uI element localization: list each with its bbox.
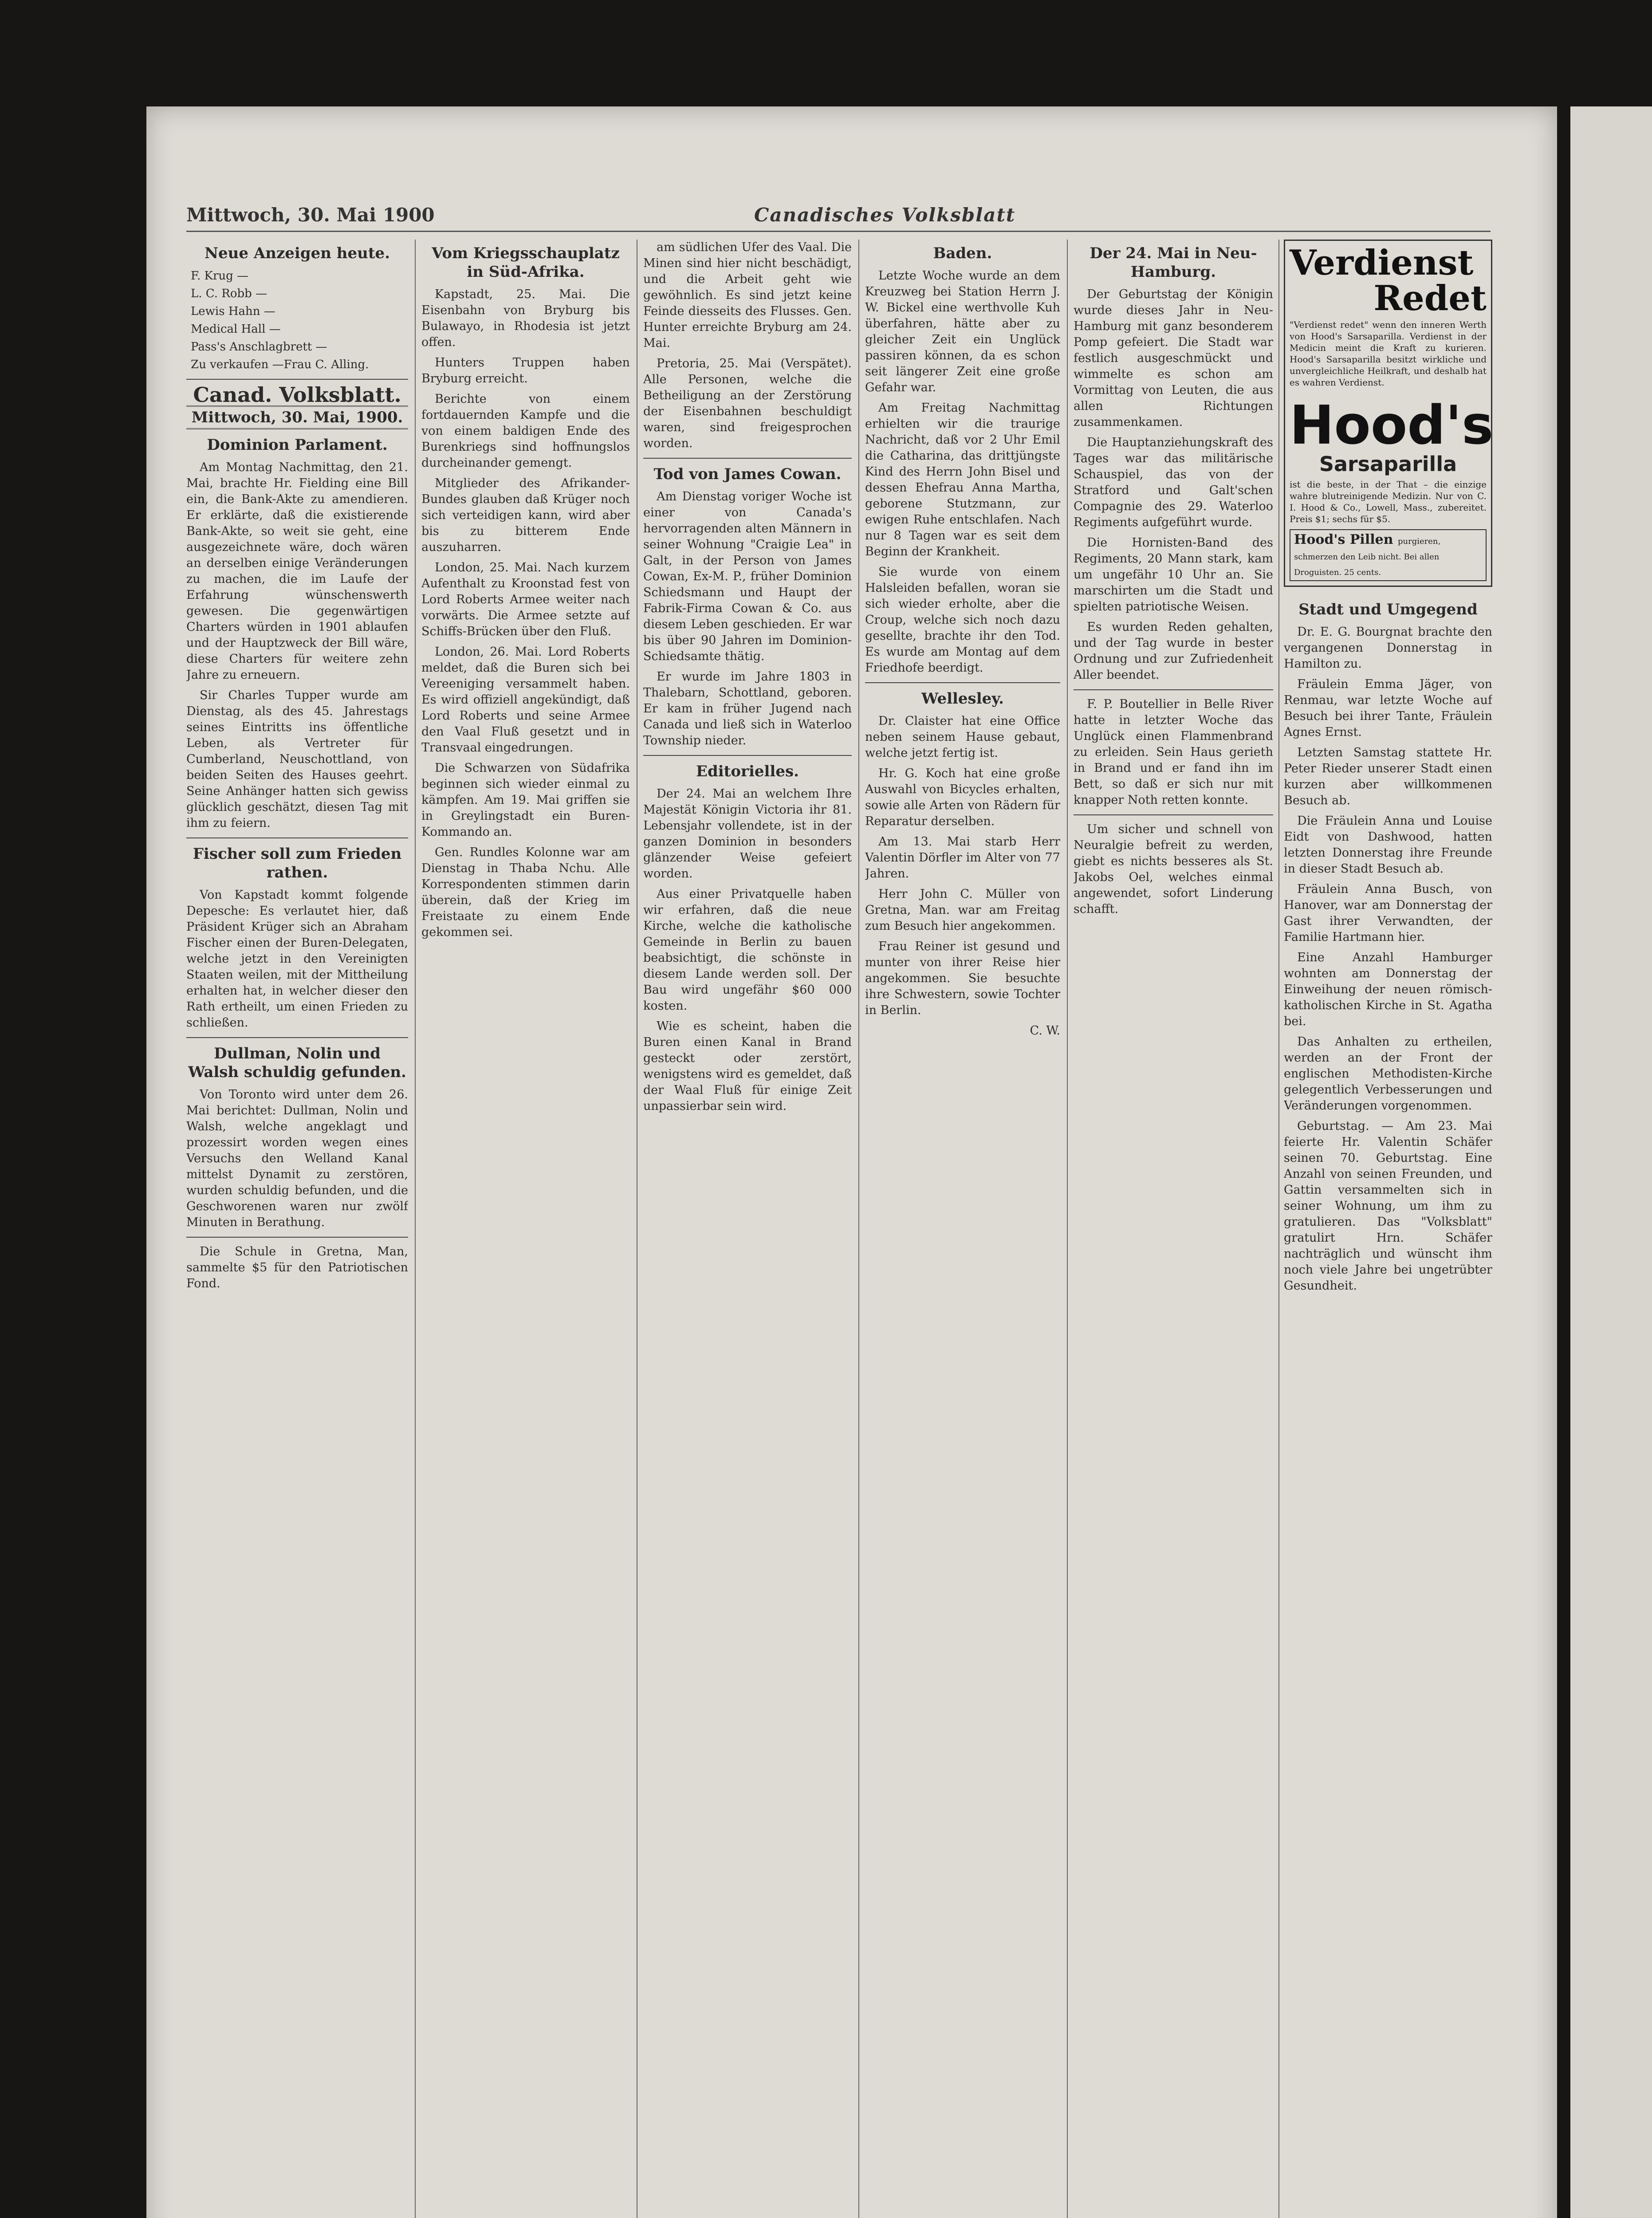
article-text: F. P. Boutellier in Belle River hatte in letzter Woche das Unglück einen Flammenbrand zu erleiden. Sein Haus gerieth in Brand und er fand ihn im Bett, so daß er sich nur mit knapper Noth retten konnte. xyxy=(1074,697,1273,807)
article-text: Berichte von einem fortdauernden Kampfe und die von einem baldigen Ende des Burenkriegs sind hoffnungslos durcheinander gemengt. xyxy=(421,392,630,470)
adjacent-page-edge xyxy=(1570,106,1652,2218)
article-text: Die Hauptanziehungskraft des Tages war das militärische Schauspiel, das von der Stratford und Galt'schen Compagnie des 29. Waterloo Regiments aufgeführt wurde. xyxy=(1074,436,1273,529)
article-text: Letzte Woche wurde an dem Kreuzweg bei Station Herrn J. W. Bickel eine werthvolle Kuh überfahren, hätte aber zu gleicher Zeit ein Unglück passiren können, da es schon seit längerer Zeit eine große Gefahr war. xyxy=(865,269,1060,394)
article-text: Die Schwarzen von Südafrika beginnen sich wieder einmal zu kämpfen. Am 19. Mai griffen sie in Greylingstadt ein Buren-Kommando an. xyxy=(421,761,630,839)
notice-item: F. Krug — xyxy=(191,269,249,283)
article-text: Aus einer Privatquelle haben wir erfahren, daß die neue Kirche, welche die katholische Gemeinde in Berlin zu bauen beabsichtigt, die schönste in diesem Lande werden soll. Der Bau wird ungefähr $60 000 kosten. xyxy=(643,887,852,1013)
divider xyxy=(186,379,408,380)
article-text: London, 26. Mai. Lord Roberts meldet, daß die Buren sich bei Vereeniging versammelt haben. Es wird offiziell angekündigt, daß Lord Roberts und seine Armee den Vaal Fluß gesetzt und in Transvaal eingedrungen. xyxy=(421,645,630,755)
ad-pills-text: purgieren, schmerzen den Leib nicht. Bei allen Droguisten. 25 cents. xyxy=(1294,537,1441,577)
column-rule xyxy=(858,240,859,2218)
ad-headline-1: Verdienst xyxy=(1290,243,1474,283)
article-text: Letzten Samstag stattete Hr. Peter Rieder unserer Stadt einen kurzen aber willkommenen Besuch ab. xyxy=(1284,746,1492,807)
article-text: Frau Reiner ist gesund und munter von ihrer Reise hier angekommen. Sie besuchte ihre Schwestern, sowie Tochter in Berlin. xyxy=(865,940,1060,1017)
article-heading: Vom Kriegsschauplatz in Süd-Afrika. xyxy=(432,244,620,281)
article-text: Am Freitag Nachmittag erhielten wir die traurige Nachricht, daß vor 2 Uhr Emil die Catharina, das drittjüngste Kind des Herrn John Bisel und dessen Ehefrau Anna Martha, geborene Stutzmann, zur ewigen Ruhe entschlafen. Nach nur 8 Tagen war es seit dem Beginn der Krankheit. xyxy=(865,401,1060,558)
notice-item: Zu verkaufen —Frau C. Alling. xyxy=(191,358,369,371)
column-4 xyxy=(865,240,1060,2218)
article-text: Geburtstag. — Am 23. Mai feierte Hr. Valentin Schäfer seinen 70. Geburtstag. Eine Anzahl von seinen Freunden, und Gattin versammelten sich in seiner Wohnung, um ihm zu gratulieren. Das "Volksblatt" gratulirt Hrn. Schäfer nachträglich und wünscht ihm noch viele Jahre bei ungetrübter Gesundheit. xyxy=(1284,1119,1492,1293)
article-text: Am Montag Nachmittag, den 21. Mai, brachte Hr. Fielding eine Bill ein, die Bank-Akte zu amendieren. Er erklärte, daß die existierende Bank-Akte, so weit sie geht, eine ausgezeichnete wäre, doch wären an derselben einige Veränderungen zu machen, die im Laufe der Erfahrung wünschenswerth gewesen. Die gegenwärtigen Charters würden in 1901 ablaufen und der Hauptzweck der Bill wäre, diese Charters für weitere zehn Jahre zu erneuern. xyxy=(186,460,408,682)
masthead-date: Mittwoch, 30. Mai, 1900. xyxy=(186,405,408,429)
notice-item: Pass's Anschlagbrett — xyxy=(191,340,327,354)
divider xyxy=(1074,689,1273,690)
header-title: Canadisches Volksblatt xyxy=(754,204,1016,226)
article-text: Dr. E. G. Bourgnat brachte den vergangenen Donnerstag in Hamilton zu. xyxy=(1284,625,1492,671)
column-6 xyxy=(1284,240,1492,1927)
article-text: Von Kapstadt kommt folgende Depesche: Es verlautet hier, daß Präsident Krüger sich an Abraham Fischer einen der Buren-Delegaten, welche jetzt in den Vereinigten Staaten weilen, mit der Mittheilung erhalten hat, in welcher dieser den Rath ertheilt, um einen Frieden zu schließen. xyxy=(186,888,408,1030)
article-heading: Editorielles. xyxy=(696,763,799,780)
article-heading: Wellesley. xyxy=(921,690,1004,708)
article-text: Hr. G. Koch hat eine große Auswahl von Bicycles erhalten, sowie alle Arten von Rädern für Reparatur derselben. xyxy=(865,767,1060,828)
article-text: Sie wurde von einem Halsleiden befallen, woran sie sich wieder erholte, aber die Croup, welche sich noch dazu gesellte, brachte ihr den Tod. Es wurde am Montag auf dem Friedhofe beerdigt. xyxy=(865,565,1060,675)
divider xyxy=(186,1237,408,1238)
article-text: Das Anhalten zu ertheilen, werden an der Front der englischen Methodisten-Kirche gelegentlich Verbesserungen und Veränderungen vorgenommen. xyxy=(1284,1035,1492,1113)
article-text: Kapstadt, 25. Mai. Die Eisenbahn von Bryburg bis Bulawayo, in Rhodesia ist jetzt offen. xyxy=(421,287,630,349)
ad-copy: ist die beste, in der That – die einzige wahre blutreinigende Medizin. Nur von C. I. Hood & Co., Lowell, Mass., zubereitet. Preis $1; sechs für $5. xyxy=(1290,479,1487,524)
article-text: London, 25. Mai. Nach kurzem Aufenthalt zu Kroonstad fest von Lord Roberts Armee weiter nach vorwärts. Die Armee setzte auf Schiffs-Brücken über den Fluß. xyxy=(421,561,630,638)
ad-brand: Hood's xyxy=(1290,395,1494,456)
article-heading: Baden. xyxy=(933,244,992,262)
ad-product: Sarsaparilla xyxy=(1319,452,1457,476)
article-heading: Stadt und Umgegend xyxy=(1298,601,1478,618)
divider xyxy=(643,755,852,756)
ad-pills xyxy=(1290,529,1487,581)
article-text: Dr. Claister hat eine Office neben seinem Hause gebaut, welche jetzt fertig ist. xyxy=(865,714,1060,760)
divider xyxy=(865,682,1060,683)
article-heading: Tod von James Cowan. xyxy=(653,465,842,483)
divider xyxy=(1074,814,1273,815)
notice-item: Medical Hall — xyxy=(191,322,281,336)
article-text: Der 24. Mai an welchem Ihre Majestät Königin Victoria ihr 81. Lebensjahr vollendete, ist in der ganzen Dominion in besonders glänzender Weise gefeiert worden. xyxy=(643,787,852,881)
newspaper-page xyxy=(146,106,1557,2218)
article-heading: Dullman, Nolin und Walsh schuldig gefunden. xyxy=(188,1045,406,1081)
article-text: Am Dienstag voriger Woche ist einer von Canada's hervorragenden alten Männern in seiner Wohnung "Craigie Lea" in Galt, in der Person von James Cowan, Ex-M. P., früher Dominion Schiedsmann und Haupt der Fabrik-Firma Cowan & Co. aus diesem Leben geschieden. Er war bis über 90 Jahren im Dominion-Schiedsamte thätig. xyxy=(643,490,852,663)
column-rule xyxy=(1278,240,1279,2218)
article-text: Die Hornisten-Band des Regiments, 20 Mann stark, kam um ungefähr 10 Uhr an. Sie marschirten um die Stadt und spielten patriotische Weisen. xyxy=(1074,536,1273,613)
article-text: Wie es scheint, haben die Buren einen Kanal in Brand gesteckt oder zerstört, wenigstens wird es gemeldet, daß der Waal Fluß für einige Zeit unpassierbar sein wird. xyxy=(643,1019,852,1113)
article-heading: Fischer soll zum Frieden rathen. xyxy=(193,845,402,881)
divider xyxy=(186,1037,408,1038)
notices-title: Neue Anzeigen heute. xyxy=(204,244,390,262)
article-text: Der Geburtstag der Königin wurde dieses Jahr in Neu-Hamburg mit ganz besonderem Pomp gefeiert. Die Stadt war festlich ausgeschmückt und wimmelte es schon am Vormittag von Leuten, die aus allen Richtungen zusammenkamen. xyxy=(1074,287,1273,429)
article-text: Um sicher und schnell von Neuralgie befreit zu werden, giebt es nichts besseres als St. Jakobs Oel, welches einmal angewendet, sofort Linderung schafft. xyxy=(1074,822,1273,916)
article-text: Hunters Truppen haben Bryburg erreicht. xyxy=(421,356,630,385)
page-header xyxy=(186,204,1491,232)
article-text: Die Fräulein Anna und Louise Eidt von Dashwood, hatten letzten Donnerstag ihre Freunde in dieser Stadt Besuch ab. xyxy=(1284,814,1492,876)
local-news xyxy=(1284,596,1492,1927)
notice-item: L. C. Robb — xyxy=(191,287,267,300)
article-text: Herr John C. Müller von Gretna, Man. war am Freitag zum Besuch hier angekommen. xyxy=(865,887,1060,933)
column-2 xyxy=(421,240,630,2218)
article-text: Mitglieder des Afrikander-Bundes glauben daß Krüger noch sich verteidigen kann, wird aber bis zu bitterem Ende auszuharren. xyxy=(421,476,630,554)
article-text: Pretoria, 25. Mai (Verspätet). Alle Personen, welche die Betheiligung an der Zerstörung der Eisenbahnen beschuldigt waren, sind freigesprochen worden. xyxy=(643,357,852,450)
article-heading: Der 24. Mai in Neu-Hamburg. xyxy=(1090,244,1257,281)
article-text: Die Schule in Gretna, Man, sammelte $5 für den Patriotischen Fond. xyxy=(186,1245,408,1290)
article-heading: Dominion Parlament. xyxy=(207,436,388,454)
article-text: Am 13. Mai starb Herr Valentin Dörfler im Alter von 77 Jahren. xyxy=(865,835,1060,881)
article-signature: C. W. xyxy=(1030,1024,1060,1038)
ad-copy: "Verdienst redet" wenn den inneren Werth von Hood's Sarsaparilla. Verdienst in der Medicin meint die Kraft zu kurieren. Hood's Sarsaparilla besitzt wirkliche und unvergleichliche Heilkraft, und deshalb hat es wahren Verdienst. xyxy=(1290,319,1487,388)
column-1 xyxy=(186,240,408,2218)
article-text: Von Toronto wird unter dem 26. Mai berichtet: Dullman, Nolin und Walsh, welche angeklagt und prozessirt worden wegen eines Versuchs den Welland Kanal mittelst Dynamit zu zerstören, wurden schuldig befunden, und die Geschworenen waren nur zwölf Minuten in Berathung. xyxy=(186,1088,408,1229)
column-5 xyxy=(1074,240,1273,2218)
article-text: Fräulein Emma Jäger, von Renmau, war letzte Woche auf Besuch bei ihrer Tante, Fräulein Agnes Ernst. xyxy=(1284,677,1492,739)
notice-item: Lewis Hahn — xyxy=(191,305,275,318)
ad-headline-2: Redet xyxy=(1373,278,1487,319)
article-text: Eine Anzahl Hamburger wohnten am Donnerstag der Einweihung der neuen römisch-katholischen Kirche in St. Agatha bei. xyxy=(1284,951,1492,1028)
hoods-advertisement xyxy=(1284,240,1492,587)
header-date: Mittwoch, 30. Mai 1900 xyxy=(186,204,435,226)
column-3 xyxy=(643,240,852,2218)
article-text: Er wurde im Jahre 1803 in Thalebarn, Schottland, geboren. Er kam in früher Jugend nach Canada und ließ sich in Waterloo Township nieder. xyxy=(643,670,852,747)
divider xyxy=(643,458,852,459)
ad-pills-title: Hood's Pillen xyxy=(1294,532,1393,547)
article-text: am südlichen Ufer des Vaal. Die Minen sind hier nicht beschädigt, und die Arbeit geht wie gewöhnlich. Es sind jetzt keine Feinde diesseits des Flusses. Gen. Hunter erreichte Bryburg am 24. Mai. xyxy=(643,240,852,350)
article-text: Sir Charles Tupper wurde am Dienstag, als des 45. Jahrestags seines Eintritts ins öffentliche Leben, als Vertreter für Cumberland, Neuschottland, von beiden Seiten des Hauses geehrt. Seine Anhänger hatten sich gewiss glücklich geschätzt, diesen Tag mit ihm zu feiern. xyxy=(186,688,408,830)
column-rule xyxy=(415,240,416,2218)
masthead: Canad. Volksblatt. xyxy=(193,383,401,407)
article-text: Es wurden Reden gehalten, und der Tag wurde in bester Ordnung und zur Zufriedenheit Aller beendet. xyxy=(1074,620,1273,682)
column-rule xyxy=(1067,240,1068,2218)
article-text: Gen. Rundles Kolonne war am Dienstag in Thaba Nchu. Alle Korrespondenten stimmen darin überein, daß der Krieg im Freistaate zu einem Ende gekommen sei. xyxy=(421,846,630,939)
article-text: Fräulein Anna Busch, von Hanover, war am Donnerstag der Gast ihrer Verwandten, der Familie Hartmann hier. xyxy=(1284,882,1492,944)
